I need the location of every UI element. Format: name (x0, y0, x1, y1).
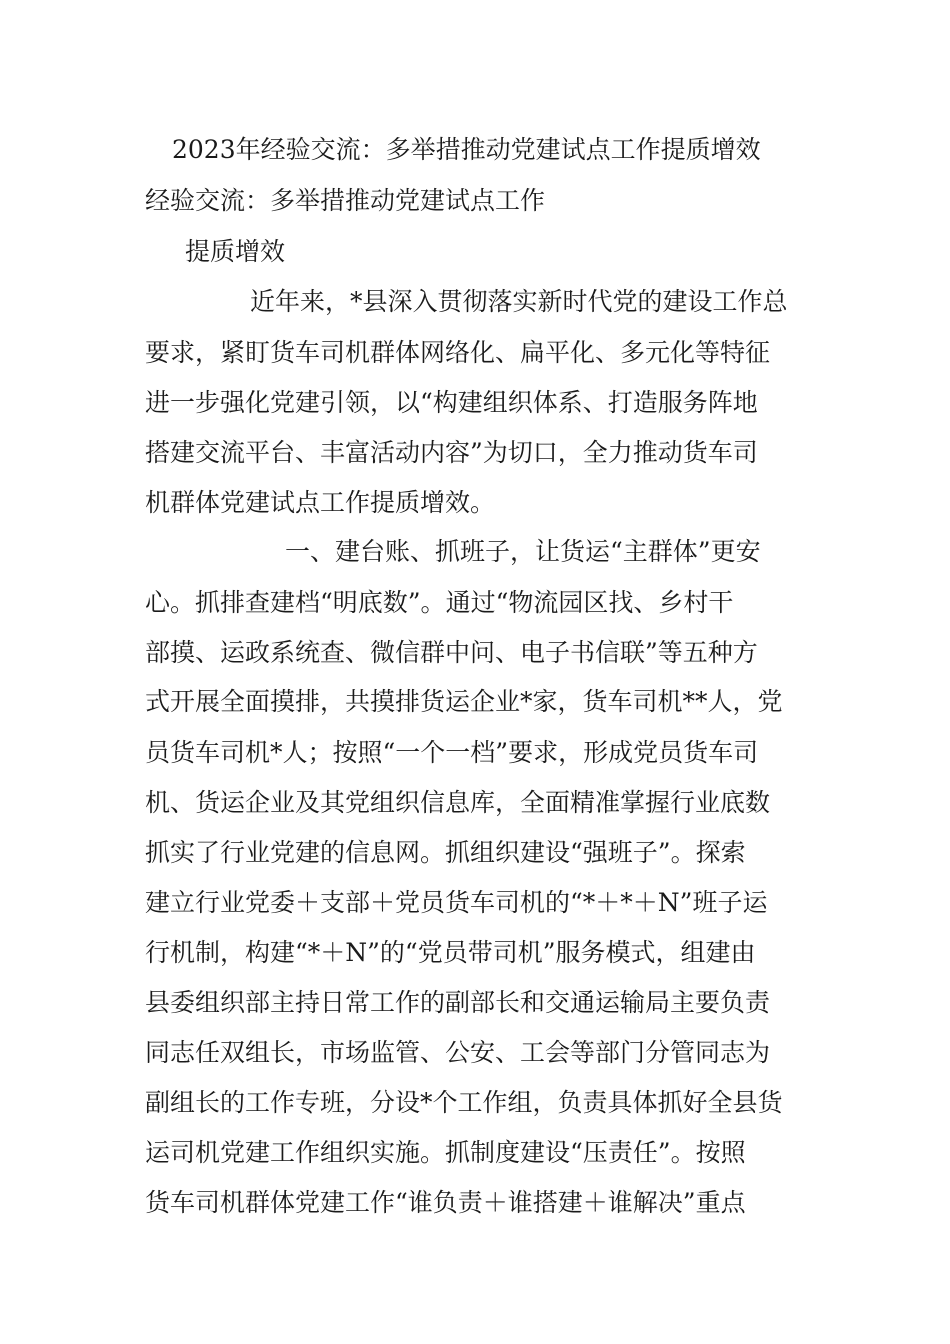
intro-line-4: 搭建交流平台、丰富活动内容”为切口，全力推动货车司 (145, 438, 758, 467)
section1-line-4: 式开展全面摸排，共摸排货运企业*家，货车司机**人，党 (145, 687, 783, 716)
intro-line-2: 要求，紧盯货车司机群体网络化、扁平化、多元化等特征 (145, 338, 771, 367)
section1-line-14: 货车司机群体党建工作“谁负责＋谁搭建＋谁解决”重点 (145, 1188, 746, 1217)
section1-line-8: 建立行业党委＋支部＋党员货车司机的“*＋*＋N”班子运 (145, 888, 768, 917)
section1-line-2: 心。抓排查建档“明底数”。通过“物流园区找、乡村干 (145, 588, 734, 617)
section1-line-3: 部摸、运政系统查、微信群中问、电子书信联”等五种方 (145, 638, 758, 667)
intro-line-3: 进一步强化党建引领，以“构建组织体系、打造服务阵地 (145, 388, 758, 417)
section1-line-6: 机、货运企业及其党组织信息库，全面精准掌握行业底数 (145, 788, 771, 817)
document-subtitle-line-1: 经验交流：多举措推动党建试点工作 (145, 186, 546, 215)
section1-line-5: 员货车司机*人；按照“一个一档”要求，形成党员货车司 (145, 738, 759, 767)
section1-line-7: 抓实了行业党建的信息网。抓组织建设“强班子”。探索 (145, 838, 746, 867)
section1-line-9: 行机制，构建“*＋N”的“党员带司机”服务模式，组建由 (145, 938, 756, 967)
section1-line-1: 一、建台账、抓班子，让货运“主群体”更安 (285, 537, 761, 566)
document-subtitle-line-2: 提质增效 (185, 237, 286, 266)
section1-line-13: 运司机党建工作组织实施。抓制度建设“压责任”。按照 (145, 1138, 746, 1167)
document-title: 2023年经验交流：多举措推动党建试点工作提质增效 (172, 135, 761, 164)
intro-line-5: 机群体党建试点工作提质增效。 (145, 488, 496, 517)
section1-line-12: 副组长的工作专班，分设*个工作组，负责具体抓好全县货 (145, 1088, 783, 1117)
section1-line-11: 同志任双组长，市场监管、公安、工会等部门分管同志为 (145, 1038, 771, 1067)
section1-line-10: 县委组织部主持日常工作的副部长和交通运输局主要负责 (145, 988, 771, 1017)
intro-line-1: 近年来，*县深入贯彻落实新时代党的建设工作总 (250, 287, 788, 316)
